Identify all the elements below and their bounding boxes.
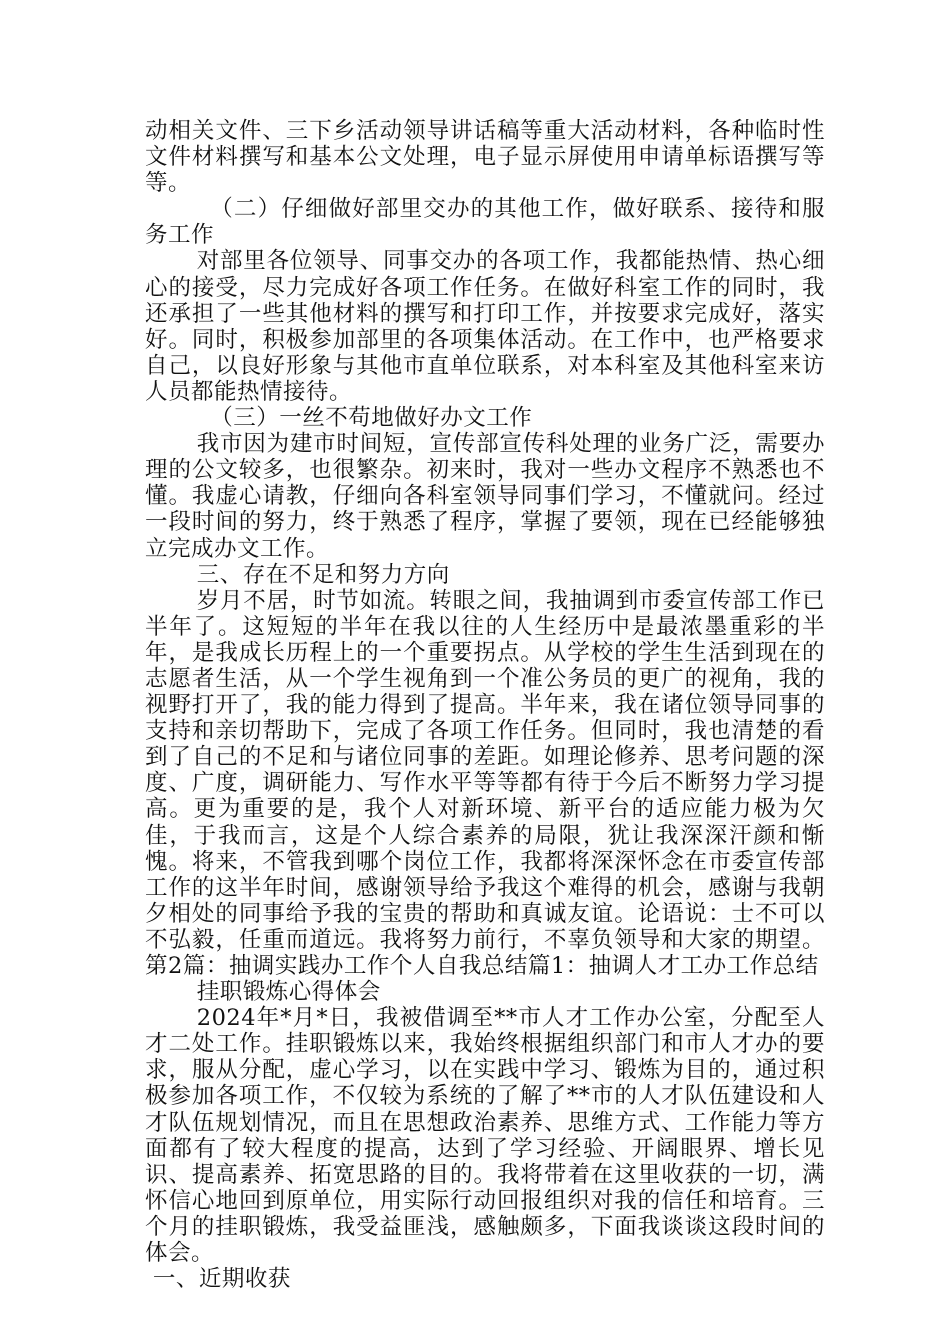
heading-shortcomings: 三、存在不足和努力方向	[196, 561, 450, 588]
document-body	[145, 118, 825, 1292]
paragraph-secondment-summary: 2024年*月*日，我被借调至**市人才工作办公室，分配至人才二处工作。挂职锻炼以来，我始终根据组织部门和市人才办的要求，服从分配，虚心学习，以在实践中学习、锻炼为目的，通过积极参加各项工作，不仅较为系统的了解了**市的人才队伍建设和人才队伍规划情况，而且在思想政治素养、思维方式、工作能力等方面都有了较大程度的提高，达到了学习经验、开阔眼界、增长见识、提高素养、拓宽思路的目的。我将带着在这里收获的一切，满怀信心地回到原单位，用实际行动回报组织对我的信任和培育。三个月的挂职锻炼，我受益匪浅，感触颇多，下面我谈谈这段时间的体会。	[145, 1005, 825, 1267]
paragraph-continued-materials: 动相关文件、三下乡活动领导讲话稿等重大活动材料，各种临时性文件材料撰写和基本公文处理，电子显示屏使用申请单标语撰写等等。	[145, 118, 825, 197]
heading-secondment-experience: 挂职锻炼心得体会	[196, 979, 381, 1006]
paragraph-document-handling: 我市因为建市时间短，宣传部宣传科处理的业务广泛，需要办理的公文较多，也很繁杂。初来时，我对一些办文程序不熟悉也不懂。我虚心请教，仔细向各科室领导同事们学习，不懂就问。经过一段时间的努力，终于熟悉了程序，掌握了要领，现在已经能够独立完成办文工作。	[145, 431, 825, 562]
paragraph-liaison-work: 对部里各位领导、同事交办的各项工作，我都能热情、热心细心的接受，尽力完成好各项工作任务。在做好科室工作的同时，我还承担了一些其他材料的撰写和打印工作，并按要求完成好，落实好。同时，积极参加部里的各项集体活动。在工作中，也严格要求自己，以良好形象与其他市直单位联系，对本科室及其他科室来访人员都能热情接待。	[145, 248, 825, 405]
heading-recent-gains: 一、近期收获	[152, 1266, 291, 1293]
heading-section-three: （三）一丝不苟地做好办文工作	[210, 405, 533, 432]
heading-section-two: （二）仔细做好部里交办的其他工作，做好联系、接待和服务工作	[145, 196, 825, 249]
paragraph-reflection: 岁月不居，时节如流。转眼之间，我抽调到市委宣传部工作已半年了。这短短的半年在我以往的人生经历中是最浓墨重彩的半年，是我成长历程上的一个重要拐点。从学校的学生生活到现在的志愿者生活，从一个学生视角到一个准公务员的更广的视角，我的视野打开了，我的能力得到了提高。半年来，我在诸位领导同事的支持和亲切帮助下，完成了各项工作任务。但同时，我也清楚的看到了自己的不足和与诸位同事的差距。如理论修养、思考问题的深度、广度，调研能力、写作水平等等都有待于今后不断努力学习提高。更为重要的是，我个人对新环境、新平台的适应能力极为欠佳，于我而言，这是个人综合素养的局限，犹让我深深汗颜和惭愧。将来，不管我到哪个岗位工作，我都将深深怀念在市委宣传部工作的这半年时间，感谢领导给予我这个难得的机会，感谢与我朝夕相处的同事给予我的宝贵的帮助和真诚友谊。论语说：士不可以不弘毅，任重而道远。我将努力前行，不辜负领导和大家的期望。第2篇：抽调实践办工作个人自我总结篇1：抽调人才工办工作总结	[145, 587, 825, 979]
